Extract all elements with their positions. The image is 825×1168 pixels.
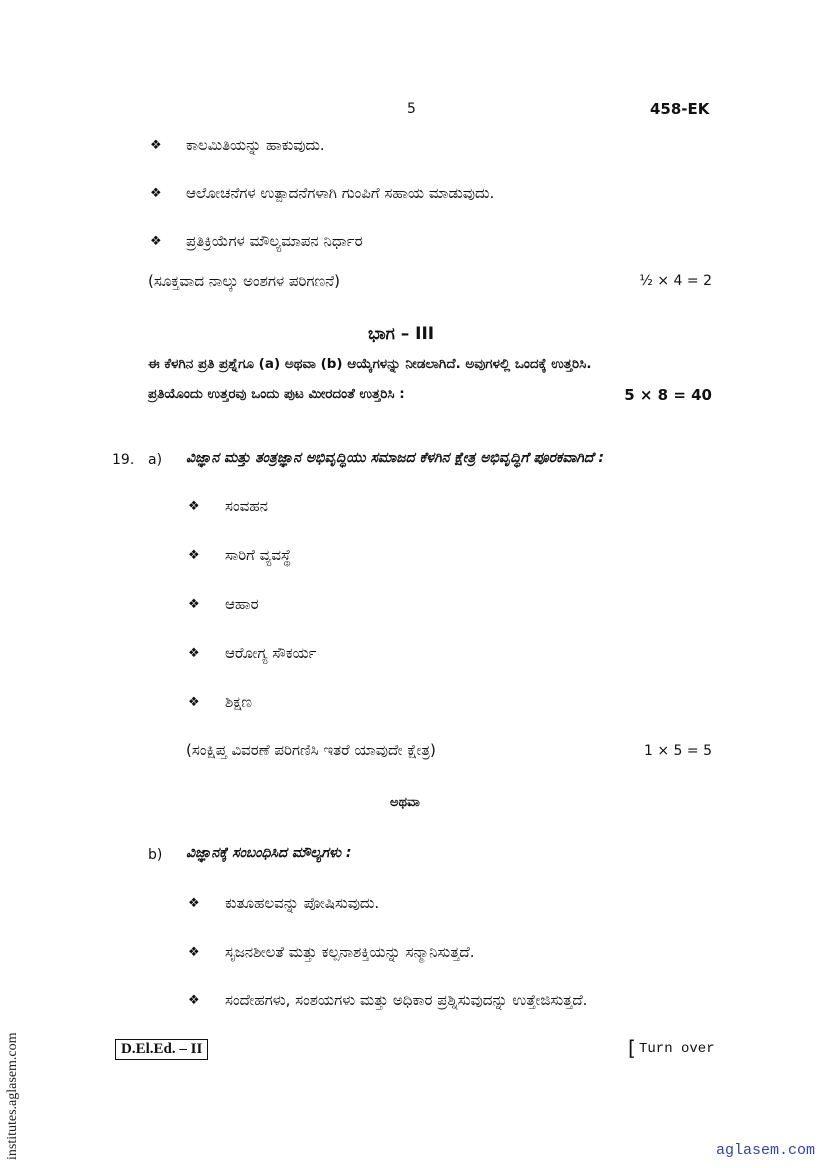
side-watermark: institutes.aglasem.com [5, 1032, 20, 1160]
bracket: [ [628, 1036, 636, 1060]
page-number: 5 [407, 101, 416, 117]
corner-watermark: aglasem.com [715, 1142, 815, 1159]
option-heading: ವಿಜ್ಞಾನಕ್ಕೆ ಸಂಬಂಧಿಸಿದ ಮೌಲ್ಯಗಳು : [186, 845, 352, 861]
list-item: ಕುತೂಹಲವನ್ನು ಪೋಷಿಸುವುದು. [225, 894, 380, 912]
section-instruction: ಈ ಕೆಳಗಿನ ಪ್ರತಿ ಪ್ರಶ್ನೆಗೂ (a) ಅಥವಾ (b) ಆಯ್ಕೆಗಳನ್ನು ನೀಡಲಾಗಿದೆ. ಅವುಗಳಲ್ಲಿ ಒಂದಕ್ಕೆ ಉತ್ತರಿಸಿ. [148, 356, 592, 372]
bullet-icon: ❖ [188, 695, 200, 710]
list-item: ಸಂವಹನ [225, 497, 268, 515]
section-marks: 5 × 8 = 40 [624, 386, 712, 404]
section-instruction: ಪ್ರತಿಯೊಂದು ಉತ್ತರವು ಒಂದು ಪುಟ ಮೀರದಂತೆ ಉತ್ತರಿಸಿ : [148, 386, 405, 402]
option-label: b) [148, 847, 163, 863]
list-item: ಸಾರಿಗೆ ವ್ಯವಸ್ಥೆ [225, 546, 292, 564]
or-divider: ಅಥವಾ [390, 795, 420, 810]
list-item: ಸಂದೇಹಗಳು, ಸಂಶಯಗಳು ಮತ್ತು ಅಧಿಕಾರ ಪ್ರಶ್ನಿಸುವುದನ್ನು ಉತ್ತೇಜಿಸುತ್ತದೆ. [225, 991, 588, 1009]
bullet-icon: ❖ [188, 896, 200, 911]
list-item: ಆರೋಗ್ಯ ಸೌಕರ್ಯ [225, 644, 317, 662]
bullet-icon: ❖ [188, 945, 200, 960]
list-item: ಪ್ರತಿಕ್ರಿಯೆಗಳ ಮೌಲ್ಯಮಾಪನ ನಿರ್ಧಾರ [186, 232, 363, 250]
course-label: D.El.Ed. – II [115, 1039, 208, 1060]
intro-marks: ½ × 4 = 2 [639, 273, 712, 289]
bullet-icon: ❖ [188, 597, 200, 612]
bullet-icon: ❖ [188, 499, 200, 514]
bullet-icon: ❖ [188, 993, 200, 1008]
turn-over: Turn over [639, 1041, 715, 1057]
intro-note: (ಸೂಕ್ತವಾದ ನಾಲ್ಕು ಅಂಶಗಳ ಪರಿಗಣನೆ) [148, 272, 340, 290]
list-item: ಆಲೋಚನೆಗಳ ಉತ್ಪಾದನೆಗಳಾಗಿ ಗುಂಪಿಗೆ ಸಹಾಯ ಮಾಡುವುದು. [186, 184, 495, 202]
option-label: a) [148, 452, 163, 468]
list-item: ಕಾಲಮಿತಿಯನ್ನು ಹಾಕುವುದು. [186, 136, 325, 154]
paper-code: 458-EK [650, 100, 710, 118]
option-a-marks: 1 × 5 = 5 [644, 743, 712, 759]
question-number: 19. [112, 452, 135, 468]
option-a-note: (ಸಂಕ್ಷಿಪ್ತ ವಿವರಣೆ ಪರಿಗಣಿಸಿ ಇತರೆ ಯಾವುದೇ ಕ್ಷೇತ್ರ) [186, 741, 436, 759]
bullet-icon: ❖ [150, 186, 162, 201]
bullet-icon: ❖ [150, 138, 162, 153]
list-item: ಶಿಕ್ಷಣ [225, 693, 252, 711]
section-title: ಭಾಗ – III [368, 324, 435, 344]
option-heading: ವಿಜ್ಞಾನ ಮತ್ತು ತಂತ್ರಜ್ಞಾನ ಅಭಿವೃದ್ಧಿಯು ಸಮಾಜದ ಕೆಳಗಿನ ಕ್ಷೇತ್ರ ಅಭಿವೃದ್ಧಿಗೆ ಪೂರಕವಾಗಿದೆ : [186, 450, 604, 466]
list-item: ಸೃಜನಶೀಲತೆ ಮತ್ತು ಕಲ್ಪನಾಶಕ್ತಿಯನ್ನು ಸನ್ಮಾನಿಸುತ್ತದೆ. [225, 943, 475, 961]
bullet-icon: ❖ [188, 646, 200, 661]
list-item: ಆಹಾರ [225, 595, 259, 613]
bullet-icon: ❖ [188, 548, 200, 563]
bullet-icon: ❖ [150, 234, 162, 249]
